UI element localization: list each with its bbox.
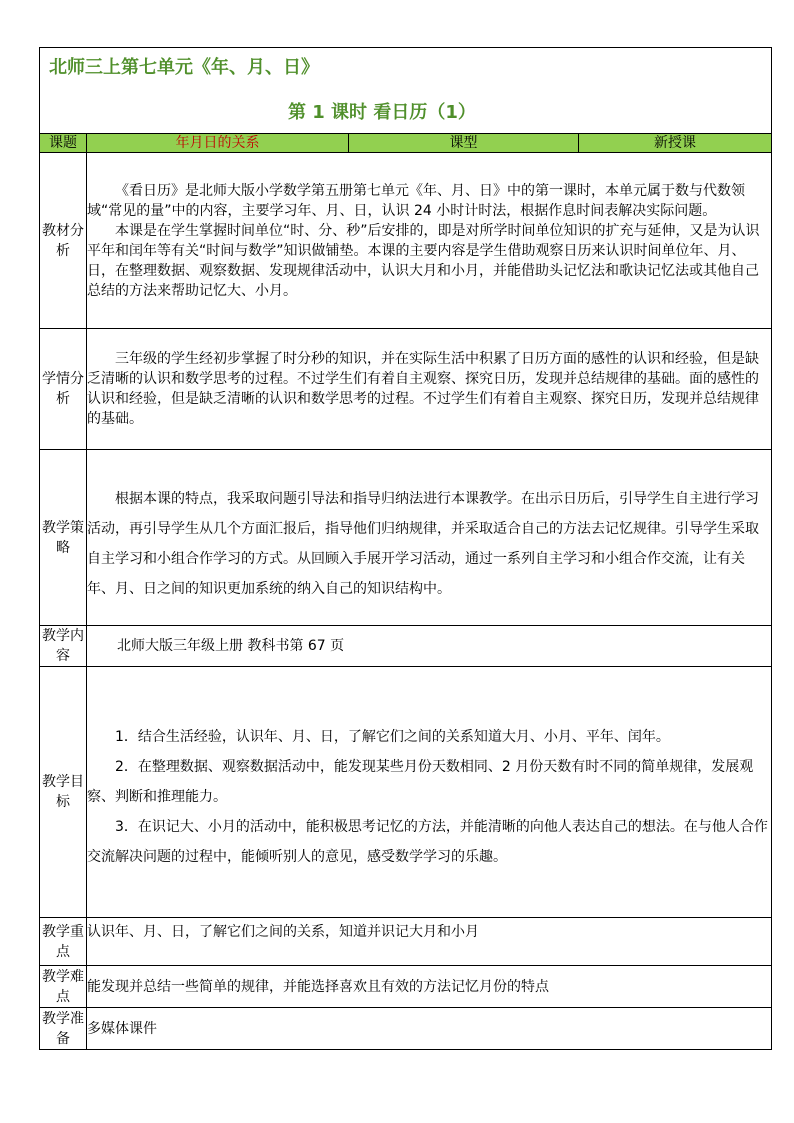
goal-item-3: 3．在识记大、小月的活动中，能积极思考记忆的方法，并能清晰的向他人表达自己的想法。在与他人合作交流解决问题的过程中，能倾听别人的意见，感受数学学习的乐趣。 <box>87 819 768 865</box>
type-label: 课型 <box>349 134 579 153</box>
preparation-value: 多媒体课件 <box>87 1008 772 1050</box>
student-analysis-label: 学情分析 <box>40 329 87 450</box>
info-row <box>40 134 772 153</box>
topic-label: 课题 <box>40 134 87 153</box>
textbook-paragraph-2: 本课是在学生掌握时间单位“时、分、秒”后安排的，即是对所学时间单位知识的扩充与延伸，又是为认识平年和闰年等有关“时间与数学”知识做铺垫。本课的主要内容是学生借助观察日历来认识时间单位年、月、日，在整理数据、观察数据、发现规律活动中，认识大月和小月，并能借助头记忆法和歌诀记忆法或其他自己总结的方法来帮助记忆大、小月。 <box>87 222 760 299</box>
header-row <box>40 48 772 134</box>
key-points-value: 认识年、月、日，了解它们之间的关系，知道并识记大月和小月 <box>87 918 772 966</box>
content-label: 教学内容 <box>40 626 87 667</box>
preparation-row <box>40 1008 772 1050</box>
header-cell <box>40 48 772 134</box>
textbook-analysis-row <box>40 153 772 329</box>
student-paragraph-1: 三年级的学生经初步掌握了时分秒的知识，并在实际生活中积累了日历方面的感性的认识和经验，但是缺乏清晰的认识和数学思考的过程。不过学生们有着自主观察、探究日历，发现并总结规律的基础。面的感性的认识和经验，但是缺乏清晰的认识和数学思考的过程。不过学生们有着自主观察、探究日历，发现并总结规律的基础。 <box>87 351 759 427</box>
goals-content <box>87 667 772 918</box>
strategy-row <box>40 450 772 626</box>
key-points-label: 教学重点 <box>40 918 87 966</box>
student-analysis-content <box>87 329 772 450</box>
difficulties-label: 教学难点 <box>40 966 87 1008</box>
textbook-analysis-content <box>87 153 772 329</box>
difficulties-row <box>40 966 772 1008</box>
content-row <box>40 626 772 667</box>
content-value: 北师大版三年级上册 教科书第 67 页 <box>87 626 772 667</box>
lesson-plan-table <box>39 47 772 1050</box>
preparation-label: 教学准备 <box>40 1008 87 1050</box>
strategy-paragraph-1: 根据本课的特点，我采取问题引导法和指导归纳法进行本课教学。在出示日历后，引导学生自主进行学习活动，再引导学生从几个方面汇报后，指导他们归纳规律，并采取适合自己的方法去记忆规律。引导学生采取自主学习和小组合作学习的方式。从回顾入手展开学习活动，通过一系列自主学习和小组合作交流，让有关年、月、日之间的知识更加系统的纳入自己的知识结构中。 <box>87 490 759 597</box>
topic-value: 年月日的关系 <box>87 134 349 153</box>
textbook-paragraph-1: 《看日历》是北师大版小学数学第五册第七单元《年、月、日》中的第一课时，本单元属于数与代数领域“常见的量”中的内容，主要学习年、月、日，认识 24 小时计时法，根据作息时间表解决实际问题。 <box>87 182 745 219</box>
type-value: 新授课 <box>579 134 772 153</box>
lesson-title: 第 1 课时 看日历（1） <box>288 102 476 123</box>
goal-item-2: 2．在整理数据、观察数据活动中，能发现某些月份天数相同、2 月份天数有时不同的简单规律，发展观察、判断和推理能力。 <box>87 759 754 805</box>
difficulties-value: 能发现并总结一些简单的规律，并能选择喜欢且有效的方法记忆月份的特点 <box>87 966 772 1008</box>
goals-label: 教学目标 <box>40 667 87 918</box>
document-title: 北师三上第七单元《年、月、日》 <box>49 57 319 78</box>
textbook-analysis-label: 教材分析 <box>40 153 87 329</box>
strategy-content <box>87 450 772 626</box>
student-analysis-row <box>40 329 772 450</box>
goal-item-1: 1．结合生活经验，认识年、月、日，了解它们之间的关系知道大月、小月、平年、闰年。 <box>115 729 670 745</box>
goals-row <box>40 667 772 918</box>
strategy-label: 教学策略 <box>40 450 87 626</box>
key-points-row <box>40 918 772 966</box>
